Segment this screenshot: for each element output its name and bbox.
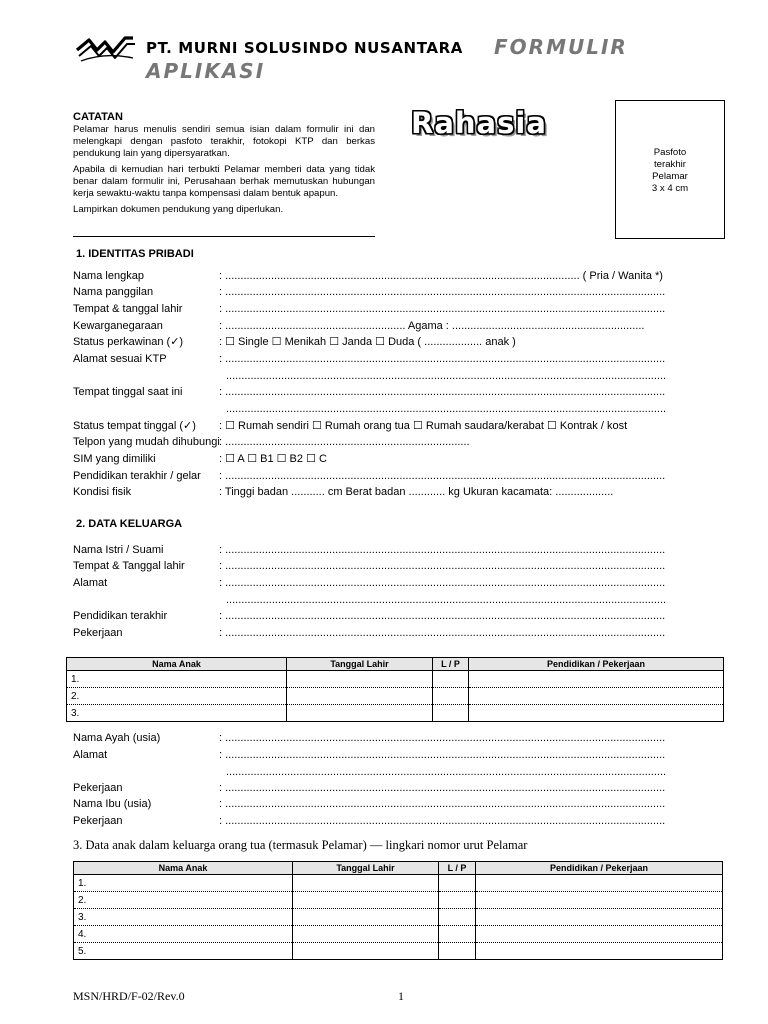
field-label: Nama lengkap (73, 270, 144, 282)
page-number: 1 (398, 989, 404, 1003)
field-status-perkawinan[interactable] (0, 334, 768, 350)
field-label: Nama Ibu (usia) (73, 798, 152, 810)
field-value[interactable]: : ................................................................................................................................................ (219, 627, 666, 639)
field-value[interactable]: : ................................................................................................................................................ (219, 749, 666, 761)
field-value[interactable]: : ................................................................................................................................................ (219, 815, 666, 827)
table-cell[interactable] (469, 688, 724, 705)
field-value[interactable]: : ☐ A ☐ B1 ☐ B2 ☐ C (219, 453, 327, 465)
catatan-block (73, 124, 375, 220)
row-number[interactable]: 3. (67, 705, 287, 722)
field-value[interactable]: : ☐ Single ☐ Menikah ☐ Janda ☐ Duda ( ................... anak ) (219, 336, 516, 348)
field-value-continued[interactable]: ................................................................................................................................................ (226, 766, 667, 778)
table-cell[interactable] (293, 926, 439, 943)
field-sim[interactable] (0, 451, 768, 467)
field-label: Pekerjaan (73, 782, 123, 794)
company-logo (75, 34, 137, 64)
confidential-stamp: Rahasia (411, 106, 547, 140)
field-label: Kewarganegaraan (73, 320, 163, 332)
field-label: Pekerjaan (73, 815, 123, 827)
field-label: Nama panggilan (73, 286, 154, 298)
field-value[interactable]: : ................................................................................................................................................ (219, 560, 666, 572)
row-number[interactable]: 2. (74, 892, 293, 909)
field-pekerjaan-pasangan[interactable] (0, 625, 768, 641)
field-nama-istri[interactable] (0, 542, 768, 558)
field-label: Pekerjaan (73, 627, 123, 639)
field-alamat-ktp-cont[interactable] (0, 368, 768, 384)
field-telpon[interactable] (0, 434, 768, 450)
document-code: MSN/HRD/F-02/Rev.0 (73, 989, 185, 1003)
row-number[interactable]: 5. (74, 943, 293, 960)
table-cell[interactable] (439, 909, 476, 926)
field-value[interactable]: : ................................................................................................................................................ (219, 353, 666, 365)
field-value[interactable]: : .................................................................................................................... ( Pria / Wanita *) (219, 270, 663, 282)
table-cell[interactable] (287, 705, 433, 722)
field-value[interactable]: : ................................................................................................................................................ (219, 386, 666, 398)
table-header-row (74, 862, 723, 875)
field-label: SIM yang dimiliki (73, 453, 156, 465)
field-pendidikan-pasangan[interactable] (0, 608, 768, 624)
table-cell[interactable] (469, 671, 724, 688)
children-table (66, 657, 724, 722)
field-label: Kondisi fisik (73, 486, 132, 498)
field-kondisi-fisik[interactable] (0, 484, 768, 500)
field-value[interactable]: : ................................................................................................................................................ (219, 798, 666, 810)
field-label: Pendidikan terakhir / gelar (73, 470, 201, 482)
table-cell[interactable] (439, 926, 476, 943)
table-row[interactable] (67, 671, 724, 688)
field-pekerjaan-ayah[interactable] (0, 780, 768, 796)
table-cell[interactable] (433, 688, 469, 705)
field-alamat-ktp[interactable] (0, 351, 768, 367)
field-label: Alamat (73, 749, 108, 761)
table-cell[interactable] (433, 671, 469, 688)
row-number[interactable]: 1. (74, 875, 293, 892)
photo-line-2: terakhir (654, 159, 686, 170)
field-value[interactable]: : ................................................................................................................................................ (219, 470, 666, 482)
row-number[interactable]: 4. (74, 926, 293, 943)
field-value[interactable]: : ................................................................................ (219, 436, 470, 448)
field-label: Pendidikan terakhir (73, 610, 168, 622)
field-label: Nama Istri / Suami (73, 544, 164, 556)
field-value[interactable]: : ................................................................................................................................................ (219, 577, 666, 589)
field-status-tempat-tinggal[interactable] (0, 418, 768, 434)
siblings-table (73, 861, 723, 960)
field-label: Nama Ayah (usia) (73, 732, 161, 744)
table-row[interactable] (74, 875, 723, 892)
field-alamat-ortu[interactable] (0, 747, 768, 763)
catatan-heading: CATATAN (73, 111, 123, 123)
row-number[interactable]: 3. (74, 909, 293, 926)
field-value[interactable]: : ................................................................................................................................................ (219, 610, 666, 622)
field-value[interactable]: : ☐ Rumah sendiri ☐ Rumah orang tua ☐ Rumah saudara/kerabat ☐ Kontrak / kost (219, 420, 628, 432)
field-value-continued[interactable]: ................................................................................................................................................ (226, 403, 667, 415)
photo-line-4: 3 x 4 cm (651, 183, 689, 194)
table-row[interactable] (74, 943, 723, 960)
table-row[interactable] (67, 688, 724, 705)
field-value-continued[interactable]: ................................................................................................................................................ (226, 594, 667, 606)
field-label: Tempat & tanggal lahir (73, 303, 183, 315)
field-nama-ibu[interactable] (0, 796, 768, 812)
column-header: Tanggal Lahir (293, 862, 439, 875)
form-title-1: FORMULIR (494, 35, 628, 59)
table-cell[interactable] (476, 892, 723, 909)
column-header: L / P (433, 658, 469, 671)
field-nama-lengkap[interactable] (0, 268, 768, 284)
catatan-paragraph-3: Lampirkan dokumen pendukung yang diperlukan. (73, 204, 284, 215)
table-cell[interactable] (476, 926, 723, 943)
field-label: Status tempat tinggal (✓) (73, 420, 196, 432)
table-cell[interactable] (293, 892, 439, 909)
table-cell[interactable] (476, 875, 723, 892)
field-alamat-pasangan-cont[interactable] (0, 592, 768, 608)
table-cell[interactable] (439, 892, 476, 909)
field-nama-panggilan[interactable] (0, 284, 768, 300)
field-value[interactable]: : ................................................................................................................................................ (219, 544, 666, 556)
field-ttl-pasangan[interactable] (0, 558, 768, 574)
field-tempat-tinggal-cont[interactable] (0, 401, 768, 417)
table-row[interactable] (67, 705, 724, 722)
catatan-paragraph-2: Apabila di kemudian hari terbukti Pelamar memberi data yang tidak benar dalam formulir ini, Perusahaan berhak memutuskan hubungan kerja sewaktu-waktu tanpa kompensasi dalam bentuk apapun. (73, 164, 375, 199)
table-cell[interactable] (439, 943, 476, 960)
form-title-2: APLIKASI (146, 59, 266, 83)
table-cell[interactable] (476, 909, 723, 926)
field-kewarganegaraan[interactable] (0, 318, 768, 334)
photo-line-1: Pasfoto (653, 147, 687, 158)
section-3-title: 3. Data anak dalam keluarga orang tua (termasuk Pelamar) — lingkari nomor urut Pelamar (73, 838, 528, 852)
field-value[interactable]: : ................................................................................................................................................ (219, 732, 666, 744)
table-row[interactable] (74, 909, 723, 926)
field-nama-ayah[interactable] (0, 730, 768, 746)
company-name: PT. MURNI SOLUSINDO NUSANTARA (146, 39, 463, 57)
field-alamat-pasangan[interactable] (0, 575, 768, 591)
table-header-row (67, 658, 724, 671)
field-label: Tempat tinggal saat ini (73, 386, 183, 398)
field-label: Tempat & Tanggal lahir (73, 560, 185, 572)
photo-line-3: Pelamar (652, 171, 688, 182)
photo-box[interactable] (615, 100, 725, 239)
field-tempat-tinggal[interactable] (0, 384, 768, 400)
field-ttl[interactable] (0, 301, 768, 317)
table-cell[interactable] (287, 688, 433, 705)
table-cell[interactable] (293, 875, 439, 892)
table-cell[interactable] (439, 875, 476, 892)
column-header: Pendidikan / Pekerjaan (469, 658, 724, 671)
section-1-title: 1. IDENTITAS PRIBADI (76, 248, 194, 260)
field-value-continued[interactable]: ................................................................................................................................................ (226, 370, 667, 382)
table-cell[interactable] (287, 671, 433, 688)
field-pekerjaan-ibu[interactable] (0, 813, 768, 829)
field-value[interactable]: : ................................................................................................................................................ (219, 782, 666, 794)
column-header: L / P (439, 862, 476, 875)
field-label: Alamat (73, 577, 108, 589)
section-2-title: 2. DATA KELUARGA (76, 518, 183, 530)
table-cell[interactable] (433, 705, 469, 722)
catatan-divider (73, 236, 375, 237)
column-header: Pendidikan / Pekerjaan (476, 862, 723, 875)
table-cell[interactable] (469, 705, 724, 722)
field-value[interactable]: : ................................................................................................................................................ (219, 286, 666, 298)
field-label: Status perkawinan (✓) (73, 336, 184, 348)
field-value[interactable]: : ................................................................................................................................................ (219, 303, 666, 315)
table-row[interactable] (74, 926, 723, 943)
table-cell[interactable] (293, 909, 439, 926)
field-label: Alamat sesuai KTP (73, 353, 167, 365)
row-number[interactable]: 2. (67, 688, 287, 705)
table-cell[interactable] (293, 943, 439, 960)
column-header: Tanggal Lahir (287, 658, 433, 671)
row-number[interactable]: 1. (67, 671, 287, 688)
column-header: Nama Anak (67, 658, 287, 671)
field-label: Telpon yang mudah dihubungi (73, 436, 220, 448)
field-alamat-ortu-cont[interactable] (0, 764, 768, 780)
table-row[interactable] (74, 892, 723, 909)
column-header: Nama Anak (74, 862, 293, 875)
field-value[interactable]: : ........................................................... Agama : ............................................................... (219, 320, 645, 332)
field-value[interactable]: : Tinggi badan ........... cm Berat badan ............ kg Ukuran kacamata: ................... (219, 486, 614, 498)
table-cell[interactable] (476, 943, 723, 960)
field-pendidikan[interactable] (0, 468, 768, 484)
catatan-paragraph-1: Pelamar harus menulis sendiri semua isian dalam formulir ini dan melengkapi dengan pasfoto terakhir, fotokopi KTP dan berkas pendukung lain yang dipersyaratkan. (73, 124, 375, 159)
